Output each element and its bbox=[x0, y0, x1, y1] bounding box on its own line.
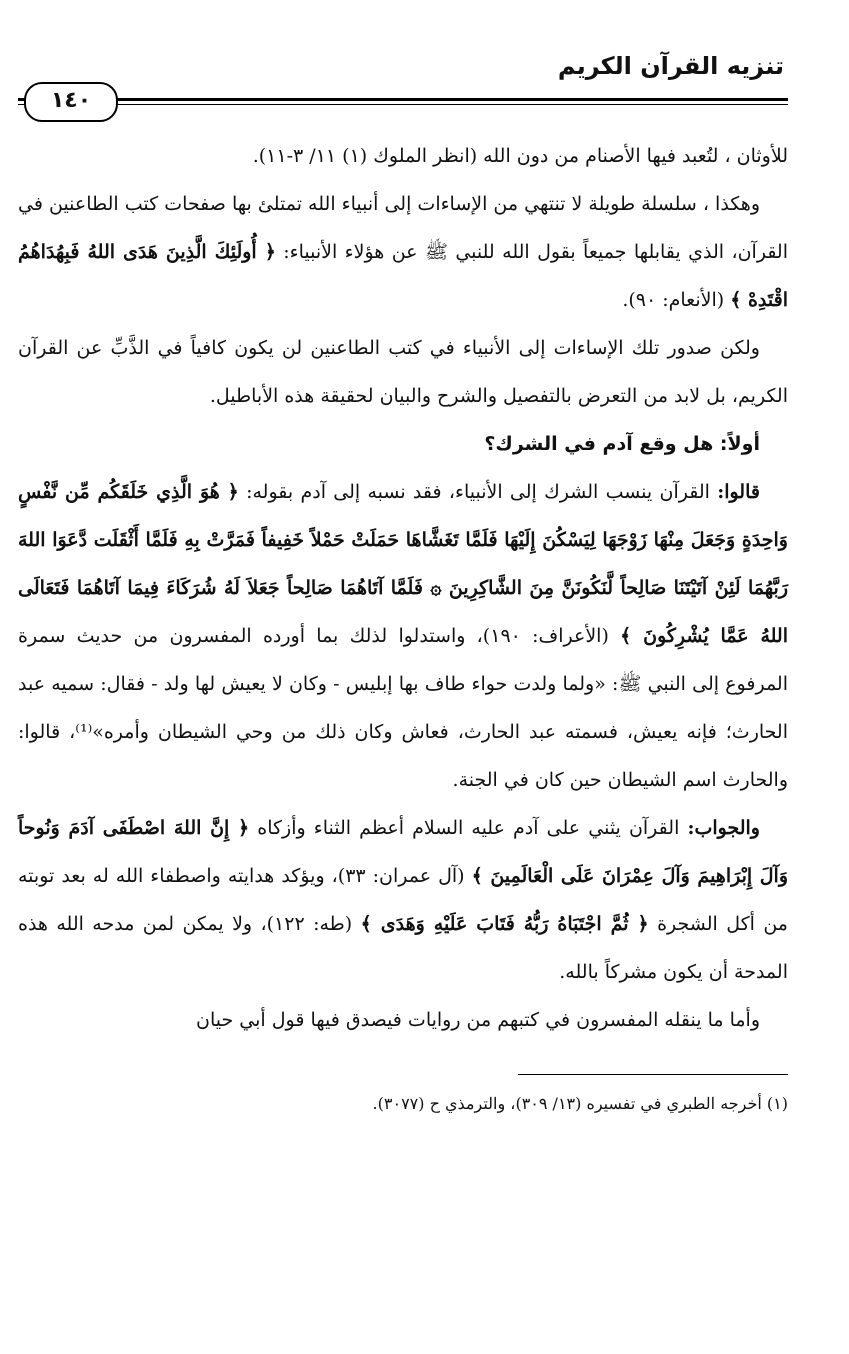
answer-middle: (آل عمران: ٣٣)، ويؤكد هدايته واصطفاء الله له بعد توبته من أكل الشجرة bbox=[18, 865, 788, 935]
page-header bbox=[18, 52, 788, 112]
paragraph-answer bbox=[18, 804, 788, 996]
header-rule-thin bbox=[18, 104, 788, 105]
paragraph-continuation: للأوثان ، لتُعبد فيها الأصنام من دون الله (انظر الملوك (١) ١١/ ٣-١١). bbox=[252, 145, 788, 167]
quran-verse-taha: ﴿ ثُمَّ اجْتَبَاهُ رَبُّهُ فَتَابَ عَلَيْهِ وَهَدَى ﴾ bbox=[360, 913, 649, 935]
paragraph-defense: ولكن صدور تلك الإساءات إلى الأنبياء في كتب الطاعنين لن يكون كافياً في الذَّبِّ عن القرآن الكريم، بل لابد من التعرض بالتفصيل والشرح والبيان لحقيقة هذه الأباطيل. bbox=[18, 337, 788, 407]
verse-reference: (الأنعام: ٩٠). bbox=[622, 289, 725, 311]
answer-label: والجواب: bbox=[687, 817, 760, 839]
answer-end: (طه: ١٢٢)، ولا يمكن لمن مدحه الله هذه المدحة أن يكون مشركاً بالله. bbox=[18, 913, 788, 983]
section-heading: أولاً: هل وقع آدم في الشرك؟ bbox=[484, 433, 760, 455]
header-rule-thick bbox=[18, 98, 788, 101]
paragraph-chain-of-insults bbox=[18, 180, 788, 324]
quran-verse-anam: ﴿ أُولَئِكَ الَّذِينَ هَدَى اللهُ فَبِهُدَاهُمُ اقْتَدِهْ ﴾ bbox=[18, 241, 788, 311]
paragraph-claim bbox=[18, 468, 788, 804]
answer-intro: القرآن يثني على آدم عليه السلام أعظم الثناء وأزكاه bbox=[257, 817, 680, 839]
book-page bbox=[18, 44, 788, 1334]
running-title: تنزيه القرآن الكريم bbox=[557, 52, 784, 80]
claim-label: قالوا: bbox=[717, 481, 760, 503]
body-text bbox=[18, 132, 788, 1044]
claim-intro: القرآن ينسب الشرك إلى الأنبياء، فقد نسبه إلى آدم بقوله: bbox=[246, 481, 710, 503]
quran-verse-imran: ﴿ إِنَّ اللهَ اصْطَفَى آدَمَ وَنُوحاً وَآلَ إِبْرَاهِيمَ وَآلَ عِمْرَانَ عَلَى الْعَالَمِينَ ﴾ bbox=[18, 817, 788, 887]
footnote-divider bbox=[518, 1074, 788, 1075]
paragraph-abu-hayyan: وأما ما ينقله المفسرون في كتبهم من روايات فيصدق فيها قول أبي حيان bbox=[196, 1009, 760, 1031]
paragraph-text: وهكذا ، سلسلة طويلة لا تنتهي من الإساءات إلى أنبياء الله تمتلئ بها صفحات كتب الطاعنين في القرآن، الذي يقابلها جميعاً بقول الله للنبي ﷺ عن هؤلاء الأنبياء: bbox=[18, 193, 788, 263]
page-number: ١٤٠ bbox=[24, 82, 118, 122]
claim-rest: (الأعراف: ١٩٠)، واستدلوا لذلك بما أورده المفسرون من حديث سمرة المرفوع إلى النبي ﷺ: «ولما ولدت حواء طاف بها إبليس - وكان لا يعيش لها ولد - فقال: سميه عبد الحارث؛ فإنه يعيش، فسمته عبد الحارث، فعاش وكان ذلك من وحي الشيطان وأمره»⁽¹⁾، قالوا: والحارث اسم الشيطان حين كان في الجنة. bbox=[18, 625, 788, 791]
quran-verse-araf: ﴿ هُوَ الَّذِي خَلَقَكُم مِّن نَّفْسٍ وَاحِدَةٍ وَجَعَلَ مِنْهَا زَوْجَهَا لِيَسْكُنَ إِلَيْهَا فَلَمَّا تَغَشَّاهَا حَمَلَتْ حَمْلاً خَفِيفاً فَمَرَّتْ بِهِ فَلَمَّا أَثْقَلَت دَّعَوَا اللهَ رَبَّهُمَا لَئِنْ آتَيْتَنَا صَالِحاً لَّنَكُونَنَّ مِنَ الشَّاكِرِينَ ۞ فَلَمَّا آتَاهُمَا صَالِحاً جَعَلاَ لَهُ شُرَكَاءَ فِيمَا آتَاهُمَا فَتَعَالَى اللهُ عَمَّا يُشْرِكُونَ ﴾ bbox=[18, 481, 789, 647]
footnote: (١) أخرجه الطبري في تفسيره (١٣/ ٣٠٩)، والترمذي ح (٣٠٧٧). bbox=[372, 1094, 788, 1113]
